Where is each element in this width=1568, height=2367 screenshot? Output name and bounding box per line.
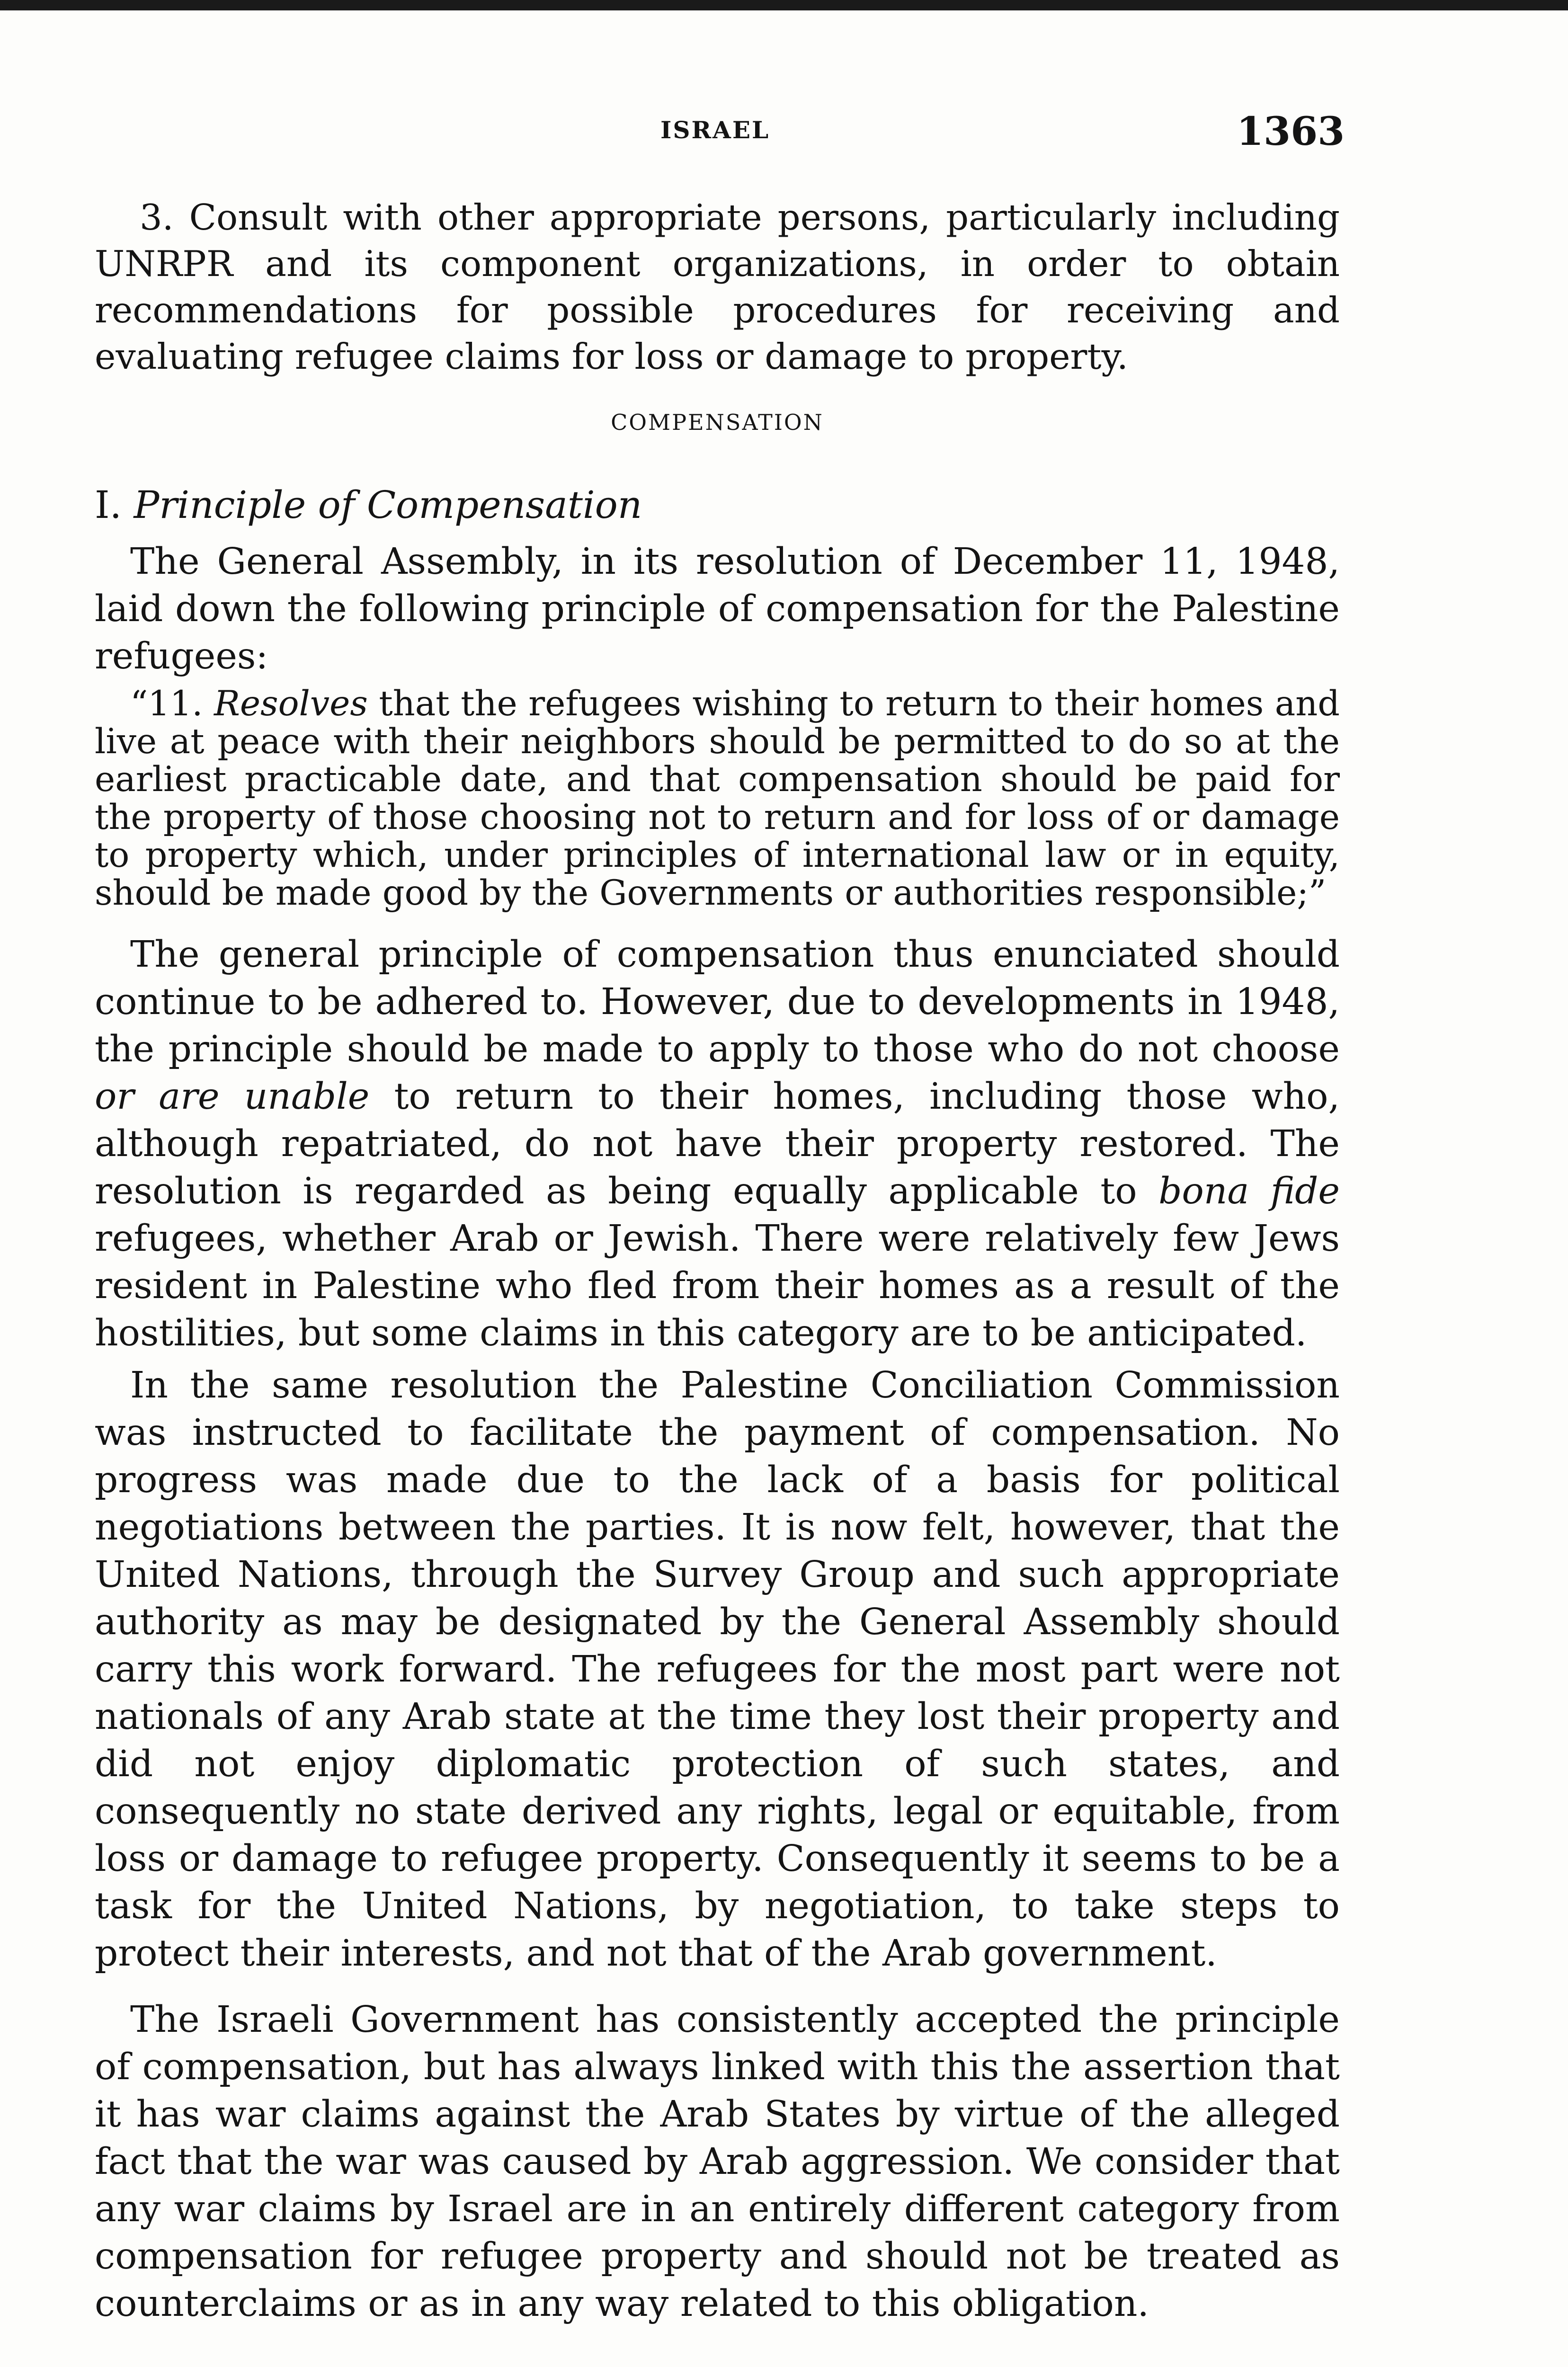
subsection-heading	[95, 481, 1340, 529]
section-heading: COMPENSATION	[611, 409, 824, 435]
intro-paragraph: The General Assembly, in its resolution of December 11, 1948, laid down the following principle of compensation for the Palestine refugees:	[95, 541, 1340, 677]
quote-lead: “11.	[130, 684, 203, 724]
running-head: ISRAEL	[660, 116, 770, 144]
paragraph-principle	[95, 931, 1340, 1357]
paragraph-conciliation: In the same resolution the Palestine Conciliation Commission was instructed to facilitate the payment of compensation. No progress was made due to the lack of a basis for political negotiations between the parties. It is now felt, however, that the United Nations, through the Survey Group and such appropriate authority as may be designated by the General Assembly should carry this work forward. The refugees for the most part were not nationals of any Arab state at the time they lost their property and did not enjoy diplomatic protection of such states, and consequently no state derived any rights, legal or equitable, from loss or damage to refugee property. Consequently it seems to be a task for the United Nations, by negotiation, to take steps to protect their interests, and not that of the Arab government.	[95, 1364, 1340, 1975]
paragraph-principle-italic2: bona fide	[1158, 1170, 1340, 1212]
subsection-number: I.	[95, 483, 122, 527]
quote-body: that the refugees wishing to return to their homes and live at peace with their neighbors should be permitted to do so at the earliest practicable date, and that compensation should be paid for the property of those choosing not to return and for loss of or damage to property which, under principles of international law or in equity, should be made good by the Governments or authorities responsible;”	[95, 684, 1340, 913]
paragraph-principle-italic1: or are unable	[95, 1076, 370, 1118]
paragraph-principle-part2: to return to their homes, including those who, although repatriated, do not have their property restored. The resolution is regarded as being equally applicable to	[95, 1076, 1340, 1212]
quote-keyword: Resolves	[214, 684, 368, 724]
page-body	[95, 194, 1340, 2347]
subsection-title: Principle of Compensation	[134, 483, 642, 527]
paragraph-principle-part3: refugees, whether Arab or Jewish. There were relatively few Jews resident in Palestine who fled from their homes as a result of the hostilities, but some claims in this category are to be anticipated.	[95, 1218, 1340, 1354]
paragraph-principle-part1: The general principle of compensation thus enunciated should continue to be adhered to. However, due to developments in 1948, the principle should be made to apply to those who do not choose	[95, 934, 1340, 1070]
paragraph-israeli-government: The Israeli Government has consistently accepted the principle of compensation, but has always linked with this the assertion that it has war claims against the Arab States by virtue of the alleged fact that the war was caused by Arab aggression. We consider that any war claims by Israel are in an entirely different category from compensation for refugee property and should not be treated as counterclaims or as in any way related to this obligation.	[95, 1999, 1340, 2325]
resolution-quote	[95, 685, 1340, 912]
page-number: 1363	[1237, 109, 1345, 154]
top-border-rule	[0, 0, 1568, 10]
list-item-3: 3. Consult with other appropriate persons, particularly including UNRPR and its component organizations, in order to obtain recommendations for possible procedures for receiving and evaluating refugee claims for loss or damage to property.	[95, 196, 1340, 377]
